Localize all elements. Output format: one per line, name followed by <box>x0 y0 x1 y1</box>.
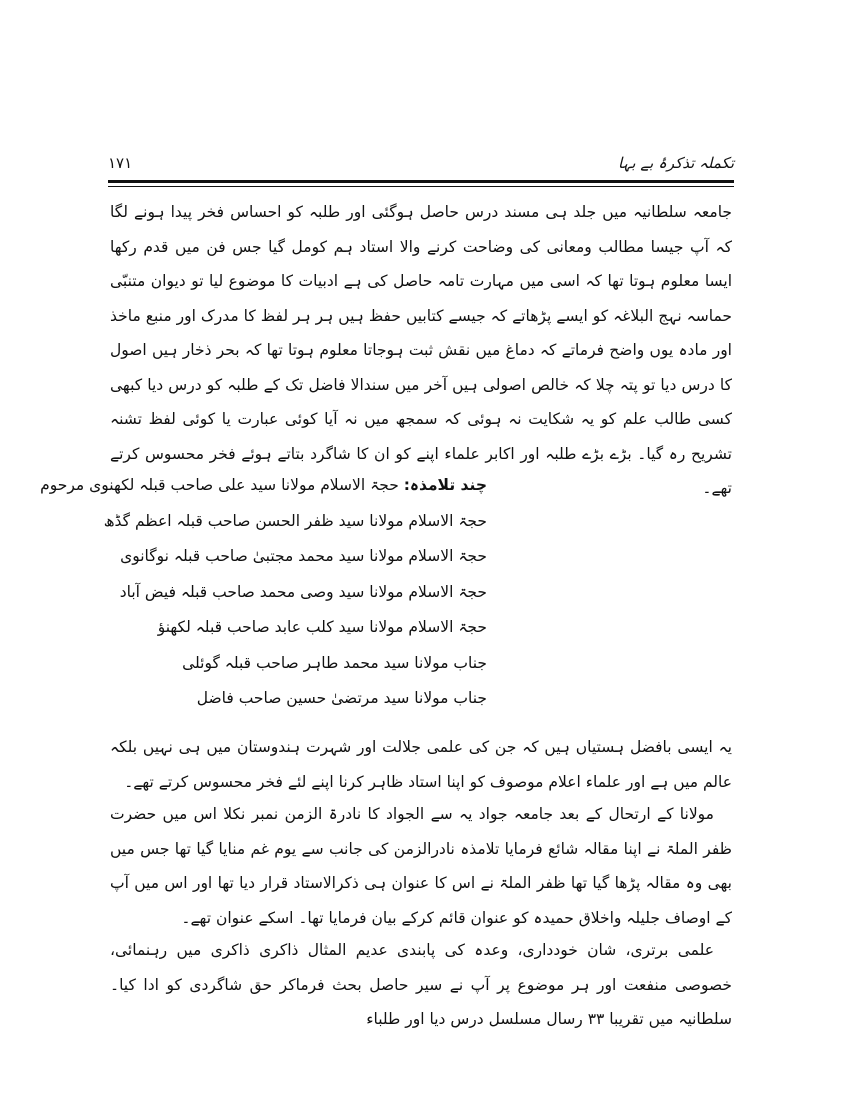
page-header <box>108 152 734 182</box>
student-name: حجۃ الاسلام مولانا سید کلب عابد صاحب قبلہ لکھنؤ <box>157 618 487 636</box>
page-number: ۱۷۱ <box>108 154 133 172</box>
student-name: حجۃ الاسلام مولانا سید محمد مجتبیٰ صاحب قبلہ نوگانوی <box>120 547 487 565</box>
students-list <box>40 468 732 717</box>
student-name: جناب مولانا سید مرتضیٰ حسین صاحب فاضل <box>196 689 487 707</box>
list-item <box>40 468 732 504</box>
student-name: جناب مولانا سید محمد طاہر صاحب قبلہ گوئلی <box>182 653 487 672</box>
list-item <box>110 681 732 717</box>
student-name: حجۃ الاسلام مولانا سید علی صاحب قبلہ لکھنوی مرحوم <box>40 476 399 494</box>
list-item <box>103 504 732 540</box>
header-rule-thin <box>108 186 734 187</box>
header-rule-thick <box>108 180 734 183</box>
paragraph-eminence: یہ ایسی بافضل ہستیاں ہیں کہ جن کی علمی جلالت اور شہرت ہندوستان میں ہی نہیں بلکہ عالم میں ہے اور علماء اعلام موصوف کو اپنا استاد ظاہر کرنا اپنے لئے فخر محسوس کرتے تھے۔ <box>110 738 732 791</box>
list-item <box>110 646 732 682</box>
students-label: چند تلامذہ: <box>403 476 487 494</box>
list-item <box>110 575 732 611</box>
running-title: تکملہ تذکرۂ بے بہا <box>618 154 734 172</box>
paragraph-qualities: علمی برتری، شان خودداری، وعدہ کی پابندی عدیم المثال ذاکری ذاکری میں رہنمائی، خصوصی منفعت اور ہر موضوع پر آپ نے سیر حاصل بحث فرماکر حق شاگردی کو ادا کیا۔ سلطانیہ میں تقریبا ۳۳ رسال مسلسل درس دیا اور طلباء <box>110 941 732 1028</box>
student-name: حجۃ الاسلام مولانا سید وصی محمد صاحب قبلہ فیض آباد <box>119 582 487 601</box>
paragraph-intro: جامعہ سلطانیہ میں جلد ہی مسند درس حاصل ہوگئی اور طلبہ کو احساس فخر پیدا ہونے لگا کہ آپ جیسا مطالب ومعانی کی وضاحت کرنے والا استاد ہم کومل گیا جس فن میں قدم رکھا ایسا معلوم ہوتا تھا کہ اسی میں مہارت تامہ حاصل کی ہے ادبیات کا موضوع لیا تو دیوان متنبّی حماسہ نہج البلاغہ کو ایسے پڑھاتے کہ جیسے کتابیں حفظ ہیں ہر ہر لفظ کا مدرک اور منبع ماخذ اور مادہ یوں واضح فرماتے کہ دماغ میں نقش ثبت ہوجاتا معلوم ہوتا تھا کہ بحر ذخار ہیں اصول کا درس دیا تو پتہ چلا کہ خالص اصولی ہیں آخر میں سندالا فاضل تک کے طلبہ کو درس دیا کبھی کسی طالب علم کو یہ شکایت نہ ہوئی کہ سمجھ میں نہ آیا کوئی عبارت یا کوئی لفظ تشنہ تشریح رہ گیا۔ بڑے بڑے طلبہ اور اکابر علماء اپنے کو ان کا شاگرد بتاتے ہوئے فخر محسوس کرتے تھے۔ <box>110 203 732 497</box>
student-name: حجۃ الاسلام مولانا سید ظفر الحسن صاحب قبلہ اعظم گڈھ <box>103 511 487 530</box>
paragraph-memorial: مولانا کے ارتحال کے بعد جامعہ جواد یہ سے الجواد کا نادرۃ الزمن نمبر نکلا اس میں حضرت ظفر الملۃ نے اپنا مقالہ شائع فرمایا تلامذہ نادرالزمن کی جانب سے یوم غم منایا گیا تھا جس میں بھی وہ مقالہ پڑھا گیا تھا ظفر الملۃ نے اس کا عنوان ہی ذکرالاستاد قرار دیا تھا اور اس میں آپ کے اوصاف جلیلہ واخلاق حمیدہ کو عنوان قائم کرکے بیان فرمایا تھا۔ اسکے عنوان تھے۔ <box>110 805 732 927</box>
list-item <box>110 539 732 575</box>
list-item <box>110 610 732 646</box>
